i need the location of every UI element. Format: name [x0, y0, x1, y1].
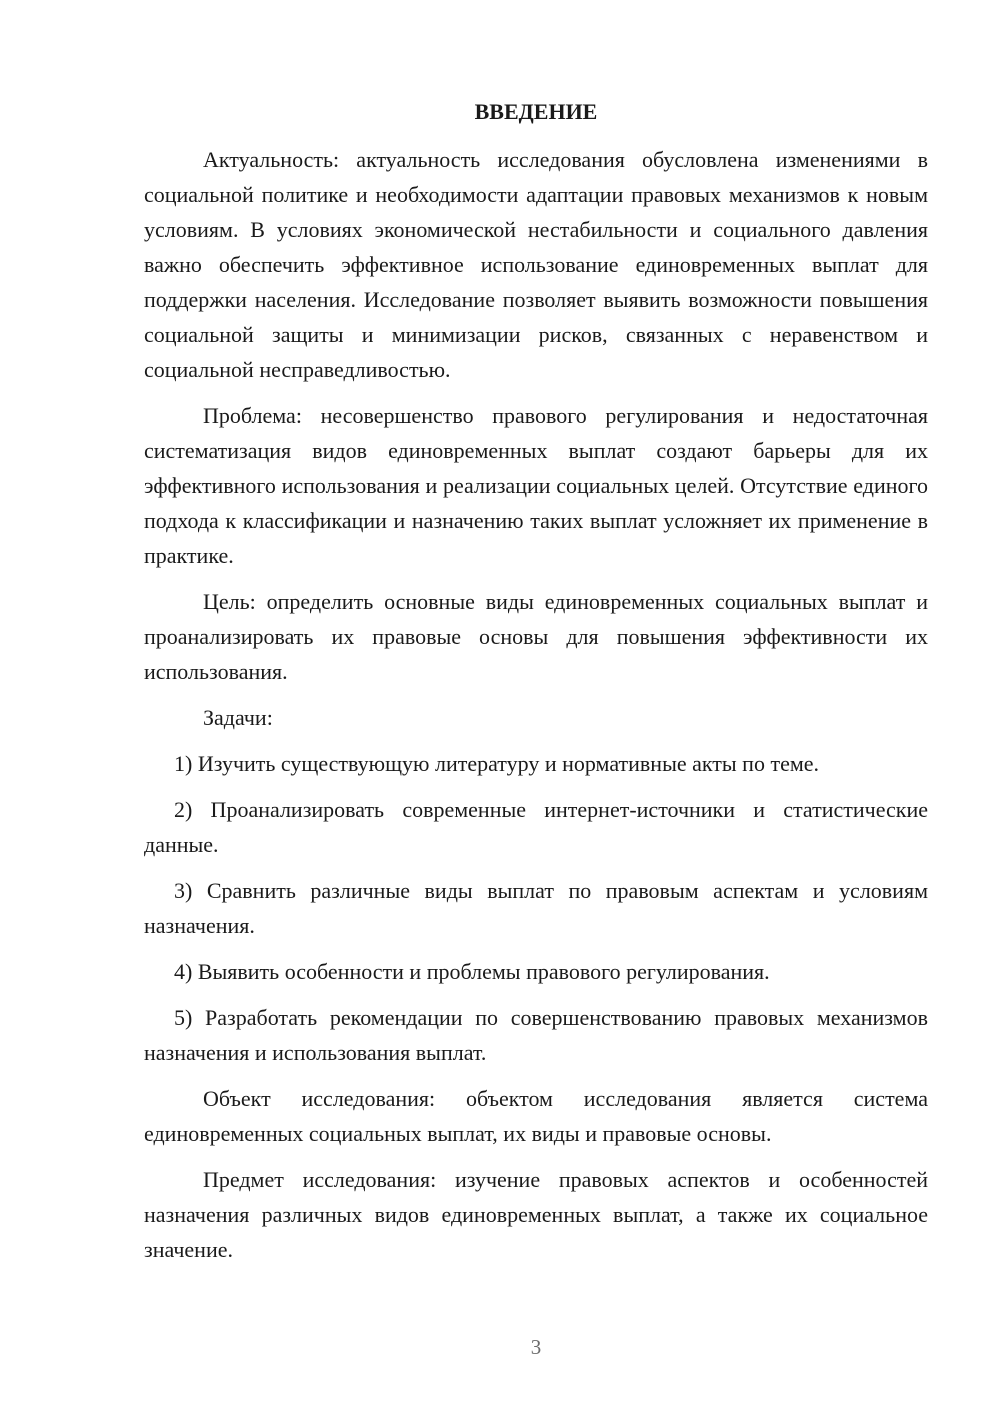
- paragraph-problem: Проблема: несовершенство правового регулирования и недостаточная систематизация видов единовременных выплат создают барьеры для их эффективного использования и реализации социальных целей. Отсутствие единого подхода к классификации и назначению таких выплат усложняет их применение в практике.: [144, 403, 928, 568]
- task-item-5: 5) Разработать рекомендации по совершенствованию правовых механизмов назначения и использования выплат.: [144, 1005, 928, 1065]
- task-item-2: 2) Проанализировать современные интернет-источники и статистические данные.: [144, 797, 928, 857]
- task-item-1: 1) Изучить существующую литературу и нормативные акты по теме.: [174, 751, 820, 776]
- paragraph-relevance: Актуальность: актуальность исследования обусловлена изменениями в социальной политике и необходимости адаптации правовых механизмов к новым условиям. В условиях экономической нестабильности и социального давления важно обеспечить эффективное использование единовременных выплат для поддержки населения. Исследование позволяет выявить возможности повышения социальной защиты и минимизации рисков, связанных с неравенством и социальной несправедливостью.: [144, 147, 928, 382]
- paragraph-goal: Цель: определить основные виды единовременных социальных выплат и проанализировать их правовые основы для повышения эффективности их использования.: [144, 589, 928, 684]
- document-body: [144, 94, 928, 1278]
- task-item-4: 4) Выявить особенности и проблемы правового регулирования.: [174, 959, 770, 984]
- paragraph-object: Объект исследования: объектом исследования является система единовременных социальных выплат, их виды и правовые основы.: [144, 1086, 928, 1146]
- task-item-3: 3) Сравнить различные виды выплат по правовым аспектам и условиям назначения.: [144, 878, 928, 938]
- paragraph-subject: Предмет исследования: изучение правовых аспектов и особенностей назначения различных видов единовременных выплат, а также их социальное значение.: [144, 1167, 928, 1262]
- page-number: 3: [530, 1335, 542, 1359]
- page-title: ВВЕДЕНИЕ: [474, 99, 598, 124]
- tasks-heading: Задачи:: [203, 705, 273, 730]
